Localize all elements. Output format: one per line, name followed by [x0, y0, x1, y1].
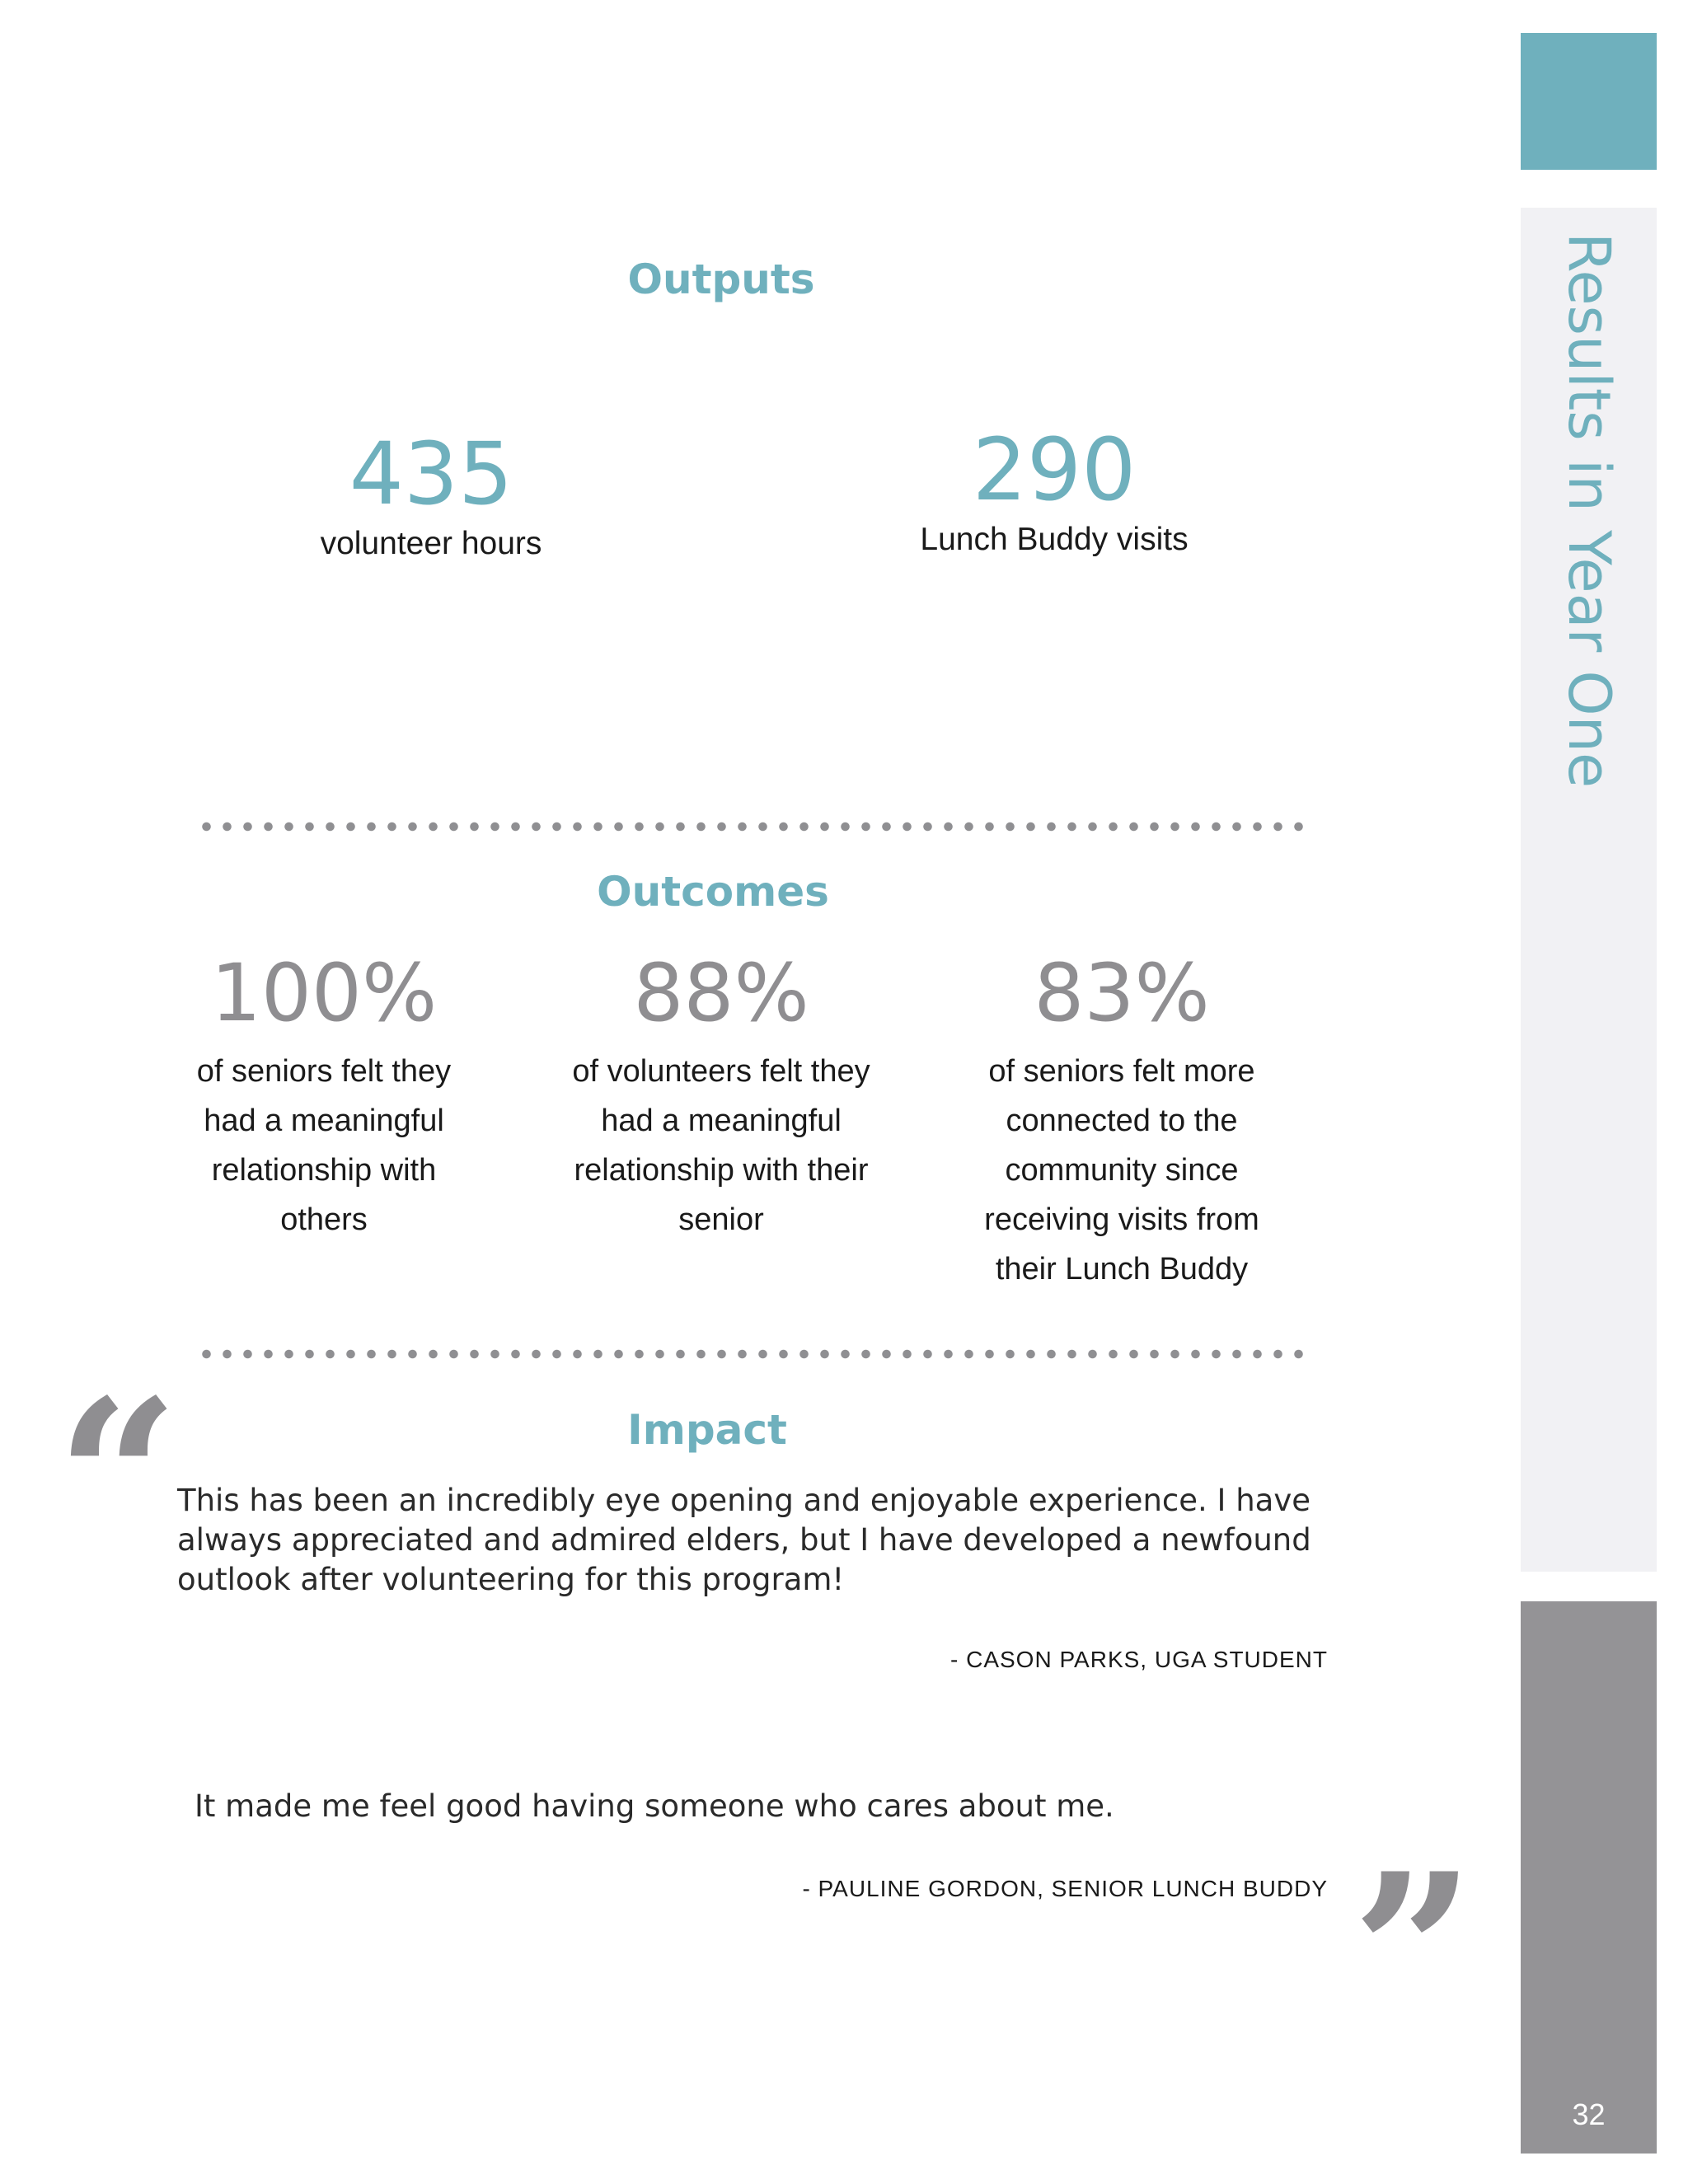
- outputs-heading: Outputs: [627, 255, 815, 303]
- dotted-divider: [196, 1349, 1313, 1359]
- outcome-value: 88%: [633, 947, 809, 1039]
- testimonial-quote: It made me feel good having someone who cares about me.: [195, 1788, 1114, 1824]
- sidebar-accent-block: [1521, 33, 1657, 170]
- outcome-description: of volunteers felt they had a meaningful relationship with their senior: [572, 1054, 870, 1237]
- output-value: 290: [972, 419, 1137, 520]
- outcome-stat: [540, 940, 903, 1244]
- output-label: Lunch Buddy visits: [920, 522, 1189, 557]
- testimonial-attribution: - PAULINE GORDON, SENIOR LUNCH BUDDY: [802, 1876, 1328, 1901]
- outcomes-heading: Outcomes: [597, 868, 829, 916]
- page-number: 32: [1572, 2097, 1606, 2131]
- testimonial-attribution: - CASON PARKS, UGA STUDENT: [950, 1647, 1328, 1672]
- impact-heading: Impact: [627, 1406, 787, 1454]
- outcome-value: 100%: [210, 947, 438, 1039]
- outcome-stat: [143, 940, 505, 1244]
- output-label: volunteer hours: [320, 526, 542, 561]
- dotted-divider: [196, 822, 1313, 832]
- outcome-description: of seniors felt they had a meaningful relationship with others: [196, 1054, 452, 1237]
- output-stat: [200, 424, 662, 565]
- close-quote-icon: ”: [1352, 1827, 1475, 2079]
- section-title: Results in Year One: [1555, 232, 1623, 789]
- outcome-description: of seniors felt more connected to the community since receiving visits from their Lunch Buddy: [984, 1054, 1259, 1286]
- output-value: 435: [349, 424, 513, 524]
- testimonial-quote: This has been an incredibly eye opening and enjoyable experience. I have always appreciated and admired elders, but I have developed a newfound outlook after volunteering for this program!: [177, 1483, 1311, 1597]
- sidebar-footer-block: [1521, 1601, 1657, 2154]
- outcome-stat: [940, 940, 1303, 1294]
- open-quote-icon: “: [56, 1353, 180, 1605]
- outcome-value: 83%: [1034, 947, 1210, 1039]
- output-stat: [823, 420, 1285, 560]
